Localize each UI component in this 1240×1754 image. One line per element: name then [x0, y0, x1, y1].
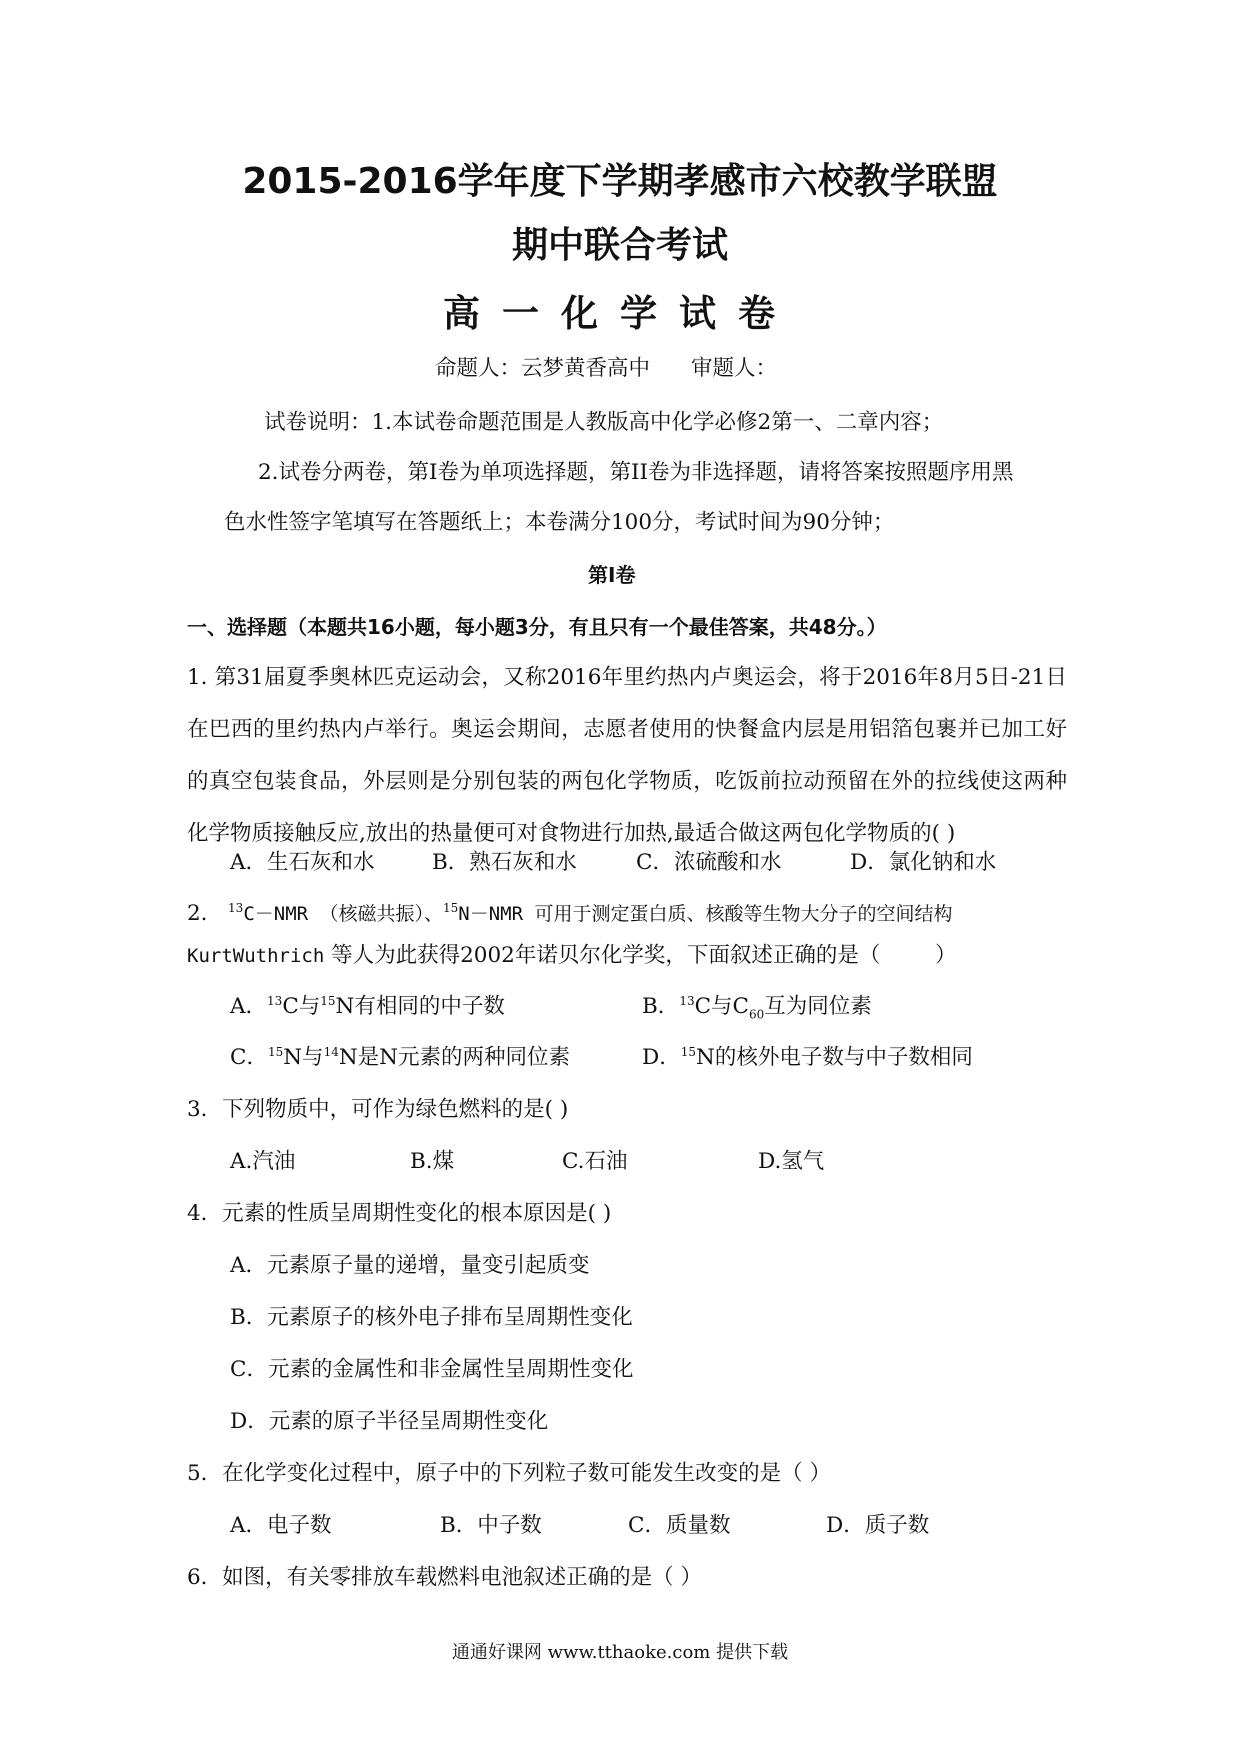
question-1-options: [230, 848, 996, 878]
q2-option-b: B．$^{13}$C与$C_{60}$互为同位素: [642, 993, 872, 1022]
question-1-text: 1. 第31届夏季奥林匹克运动会，又称2016年里约热内卢奥运会，将于2016年8月5日-21日在巴西的里约热内卢举行。奥运会期间，志愿者使用的快餐盒内层是用铝箔包裹并已加工好的真空包装食品，外层则是分别包装的两包化学物质，吃饭前拉动预留在外的拉线使这两种化学物质接触反应,放出的热量便可对食物进行加热,最适合做这两包化学物质的( ): [187, 665, 1067, 846]
q3-option-a: A.汽油: [230, 1149, 296, 1174]
exam-note-2a: 2.试卷分两卷，第I卷为单项选择题，第II卷为非选择题，请将答案按照题序用黑: [258, 460, 1014, 485]
question-3-text: 3．下列物质中，可作为绿色燃料的是( ): [187, 1097, 569, 1122]
page-footer: 通通好课网 www.tthaoke.com 提供下载: [451, 1642, 789, 1663]
q5-option-a: A．电子数: [230, 1513, 332, 1538]
question-2-options-row2: [230, 1043, 973, 1073]
q3-option-d: D.氢气: [758, 1149, 825, 1174]
q1-option-b: B．熟石灰和水: [432, 850, 577, 875]
q1-option-a: A．生石灰和水: [230, 850, 375, 875]
question-4-text: 4．元素的性质呈周期性变化的根本原因是( ): [187, 1201, 612, 1226]
q3-option-b: B.煤: [410, 1149, 455, 1174]
q5-option-c: C．质量数: [628, 1513, 731, 1538]
q2-option-c: C．$^{15}$N与$^{14}$N是N元素的两种同位素: [230, 1044, 570, 1070]
question-2-line2: KurtWuthrich 等人为此获得2002年诺贝尔化学奖，下面叙述正确的是（ ）: [187, 943, 957, 968]
authors-line: 命题人：云梦黄香高中 审题人：: [435, 356, 778, 381]
exam-title-line2: 期中联合考试: [511, 225, 728, 266]
q2-option-a: A．$^{13}$C与$^{15}$N有相同的中子数: [230, 993, 505, 1019]
section-heading: 一、选择题（本题共16小题，每小题3分，有且只有一个最佳答案，共48分。）: [187, 615, 887, 639]
q4-option-b: B．元素原子的核外电子排布呈周期性变化: [230, 1305, 633, 1330]
question-6-text: 6．如图，有关零排放车载燃料电池叙述正确的是（ ）: [187, 1565, 703, 1590]
exam-subject-title: 高一化学试卷: [443, 292, 797, 335]
q4-option-a: A．元素原子量的递增，量变引起质变: [230, 1253, 590, 1278]
exam-title-line1: 2015-2016学年度下学期孝感市六校教学联盟: [242, 161, 998, 202]
q5-option-b: B．中子数: [440, 1513, 542, 1538]
q1-option-c: C．浓硫酸和水: [636, 850, 782, 875]
q2-option-d: D．$^{15}$N的核外电子数与中子数相同: [642, 1044, 973, 1070]
question-2-options-row1: [230, 992, 872, 1022]
q4-option-d: D．元素的原子半径呈周期性变化: [230, 1409, 549, 1434]
q5-option-d: D．质子数: [826, 1513, 930, 1538]
q4-option-c: C．元素的金属性和非金属性呈周期性变化: [230, 1357, 634, 1382]
question-5-text: 5．在化学变化过程中，原子中的下列粒子数可能发生改变的是（ ）: [187, 1461, 832, 1486]
exam-note-2b: 色水性签字笔填写在答题纸上；本卷满分100分，考试时间为90分钟；: [224, 510, 895, 535]
question-5-options: [230, 1511, 929, 1541]
question-3-options: [230, 1147, 824, 1177]
part-one-label: 第I卷: [588, 563, 636, 587]
q1-option-d: D．氯化钠和水: [850, 850, 997, 875]
exam-note-1: 试卷说明：1.本试卷命题范围是人教版高中化学必修2第一、二章内容；: [264, 410, 944, 435]
q3-option-c: C.石油: [562, 1149, 628, 1174]
question-2-line1: 2. $^{13}$C－NMR （核磁共振）、$^{15}$N－NMR 可用于测定蛋白质、核酸等生物大分子的空间结构: [187, 900, 953, 926]
